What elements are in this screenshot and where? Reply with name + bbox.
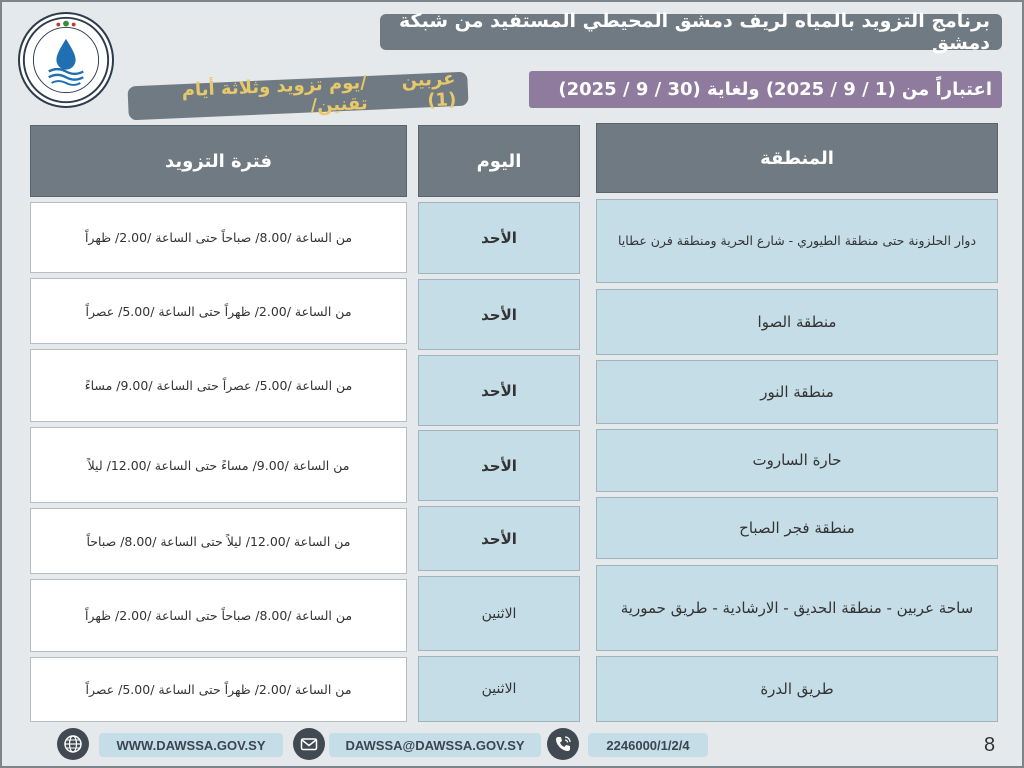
globe-icon bbox=[57, 728, 89, 760]
day-text: الأحد bbox=[481, 305, 517, 324]
group-tag-prefix: عربين (1) bbox=[401, 68, 457, 112]
day-text: الأحد bbox=[481, 229, 517, 247]
period-text: من الساعة /8.00/ صباحاً حتى الساعة /2.00/ ظهراً bbox=[84, 608, 353, 623]
email-text: DAWSSA@DAWSSA.GOV.SY bbox=[345, 737, 525, 753]
email-link[interactable] bbox=[329, 733, 541, 757]
group-tag bbox=[127, 68, 468, 121]
table-row-period bbox=[30, 657, 407, 722]
website-text: WWW.DAWSSA.GOV.SY bbox=[116, 737, 266, 753]
dawssa-logo bbox=[18, 12, 114, 108]
column-header-day bbox=[418, 125, 580, 197]
table-row-day bbox=[418, 576, 580, 651]
table-row-day bbox=[418, 430, 580, 501]
page-number: 8 bbox=[984, 734, 996, 756]
day-text: الاثنين bbox=[481, 605, 517, 622]
table-row-region bbox=[596, 199, 998, 283]
period-text: من الساعة /12.00/ ليلاً حتى الساعة /8.00/ صباحاً bbox=[86, 533, 351, 549]
table-row-day bbox=[418, 355, 580, 426]
table-row-day bbox=[418, 656, 580, 722]
region-text: حارة الساروت bbox=[752, 451, 842, 470]
region-text: طريق الدرة bbox=[760, 679, 834, 698]
date-range-banner bbox=[529, 71, 1002, 108]
period-text: من الساعة /2.00/ ظهراً حتى الساعة /5.00/ عصراً bbox=[85, 303, 352, 319]
table-row-region bbox=[596, 656, 998, 722]
column-header-period bbox=[30, 125, 407, 197]
day-text: الأحد bbox=[481, 381, 517, 400]
date-range-text: اعتباراً من (1 / 9 / 2025) ولغاية (30 / 9 / 2025) bbox=[558, 79, 992, 100]
table-row-period bbox=[30, 202, 407, 273]
column-header-region bbox=[596, 123, 998, 193]
table-row-period bbox=[30, 427, 407, 503]
table-row-region bbox=[596, 360, 998, 424]
table-row-period bbox=[30, 508, 407, 574]
mail-icon bbox=[293, 728, 325, 760]
table-row-period bbox=[30, 579, 407, 652]
period-text: من الساعة /5.00/ عصراً حتى الساعة /9.00/ مساءً bbox=[84, 378, 353, 393]
day-text: الاثنين bbox=[481, 681, 517, 697]
phone-number[interactable] bbox=[588, 733, 708, 757]
day-text: الأحد bbox=[481, 529, 517, 548]
group-tag-suffix: /يوم تزويد وثلاثة أيام تقنين/ bbox=[181, 71, 369, 117]
region-text: دوار الحلزونة حتى منطقة الطيوري - شارع الحرية ومنطقة فرن عطايا bbox=[617, 232, 977, 248]
day-text: الأحد bbox=[481, 456, 517, 475]
table-row-day bbox=[418, 506, 580, 571]
column-header-day-label: اليوم bbox=[476, 150, 522, 172]
phone-icon bbox=[547, 728, 579, 760]
period-text: من الساعة /9.00/ مساءً حتى الساعة /12.00/ ليلاً bbox=[87, 457, 350, 473]
phone-text: 2246000/1/2/4 bbox=[606, 737, 690, 753]
table-row-period bbox=[30, 278, 407, 344]
website-link[interactable] bbox=[99, 733, 283, 757]
table-row-region bbox=[596, 289, 998, 355]
page-title bbox=[380, 10, 1002, 54]
table-row-day bbox=[418, 202, 580, 274]
table-row-region bbox=[596, 429, 998, 492]
period-text: من الساعة /2.00/ ظهراً حتى الساعة /5.00/ عصراً bbox=[85, 682, 352, 697]
page-title-text: برنامج التزويد بالمياه لريف دمشق المحيطي المستفيد من شبكة دمشق bbox=[399, 10, 990, 54]
region-text: ساحة عربين - منطقة الحديق - الارشادية - طريق حمورية bbox=[620, 598, 974, 617]
column-header-region-label: المنطقة bbox=[760, 147, 834, 169]
table-row-region bbox=[596, 565, 998, 651]
region-text: منطقة النور bbox=[760, 382, 834, 401]
region-text: منطقة الصوا bbox=[757, 312, 837, 331]
table-row-day bbox=[418, 279, 580, 350]
column-header-period-label: فترة التزويد bbox=[164, 150, 273, 172]
table-row-period bbox=[30, 349, 407, 422]
table-row-region bbox=[596, 497, 998, 559]
region-text: منطقة فجر الصباح bbox=[739, 518, 855, 537]
period-text: من الساعة /8.00/ صباحاً حتى الساعة /2.00/ ظهراً bbox=[84, 230, 353, 245]
